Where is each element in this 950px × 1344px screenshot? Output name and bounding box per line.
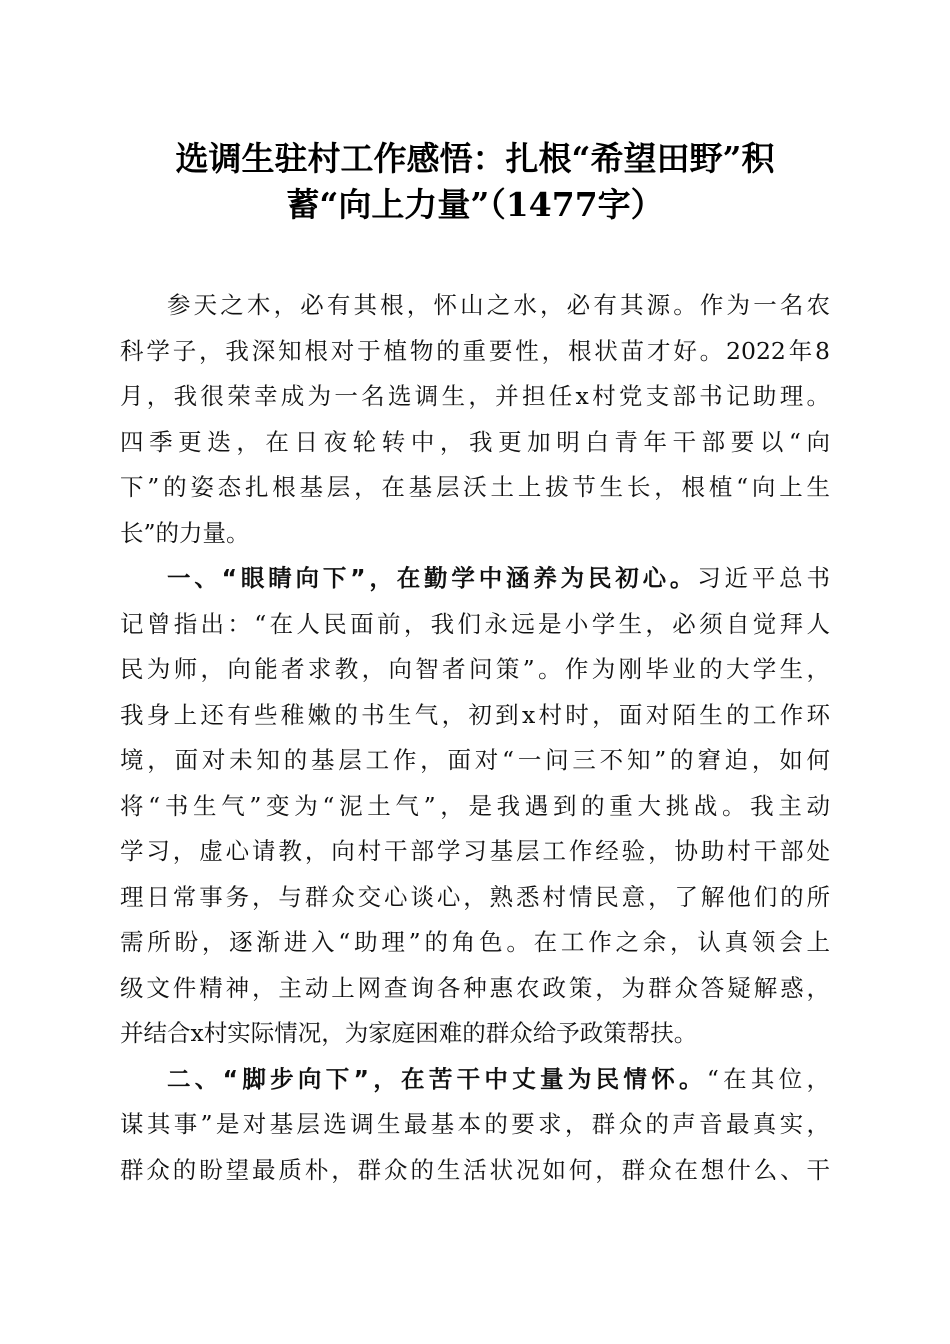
paragraph-text: “在其位， xyxy=(706,1064,831,1093)
document-title xyxy=(120,136,830,228)
section-heading-2: 二、“脚步向下”，在苦干中丈量为民情怀。 xyxy=(167,1064,707,1093)
paragraph-line: 长”的力量。 xyxy=(120,518,250,547)
document-body xyxy=(120,283,830,1193)
paragraph-line: 四季更迭，在日夜轮转中，我更加明白青年干部要以“向 xyxy=(120,427,830,456)
paragraph-line: 民为师，向能者求教，向智者问策”。作为刚毕业的大学生， xyxy=(120,655,830,683)
paragraph-line: 谋其事”是对基层选调生最基本的要求，群众的声音最真实， xyxy=(120,1110,830,1138)
paragraph-line: 参天之木，必有其根，怀山之水，必有其源。作为一名农 xyxy=(167,291,830,319)
title-line-2: 蓄“向上力量”（1477字） xyxy=(286,185,664,224)
paragraph-line: 境，面对未知的基层工作，面对“一问三不知”的窘迫，如何 xyxy=(120,746,830,774)
paragraph-text: 习近平总书 xyxy=(697,564,831,592)
paragraph-line: 并结合x村实际情况，为家庭困难的群众给予政策帮扶。 xyxy=(120,1019,698,1047)
paragraph-line: 理日常事务，与群众交心谈心，熟悉村情民意，了解他们的所 xyxy=(120,882,830,911)
paragraph-line: 需所盼，逐渐进入“助理”的角色。在工作之余，认真领会上 xyxy=(120,928,830,956)
paragraph-line: 科学子，我深知根对于植物的重要性，根状苗才好。2022年8 xyxy=(120,336,830,365)
paragraph-intro xyxy=(120,283,830,556)
paragraph-line: 级文件精神，主动上网查询各种惠农政策，为群众答疑解惑， xyxy=(120,973,830,1002)
paragraph-line xyxy=(120,1057,830,1103)
paragraph-line: 记曾指出：“在人民面前，我们永远是小学生，必须自觉拜人 xyxy=(120,609,830,638)
paragraph-line: 月，我很荣幸成为一名选调生，并担任x村党支部书记助理。 xyxy=(120,382,830,410)
paragraph-line: 我身上还有些稚嫩的书生气，初到x村时，面对陌生的工作环 xyxy=(120,700,830,729)
paragraph-section-1 xyxy=(120,556,830,1057)
paragraph-line: 学习，虚心请教，向村干部学习基层工作经验，协助村干部处 xyxy=(120,837,830,865)
paragraph-line: 群众的盼望最质朴，群众的生活状况如何，群众在想什么、干 xyxy=(120,1155,830,1184)
title-line-1: 选调生驻村工作感悟：扎根“希望田野”积 xyxy=(175,139,775,178)
section-heading-1: 一、“眼睛向下”，在勤学中涵养为民初心。 xyxy=(167,564,698,592)
paragraph-line xyxy=(120,556,830,602)
paragraph-line: 将“书生气”变为“泥土气”，是我遇到的重大挑战。我主动 xyxy=(120,791,830,820)
paragraph-line: 下”的姿态扎根基层，在基层沃土上拔节生长，根植“向上生 xyxy=(120,473,830,501)
paragraph-section-2 xyxy=(120,1057,830,1194)
